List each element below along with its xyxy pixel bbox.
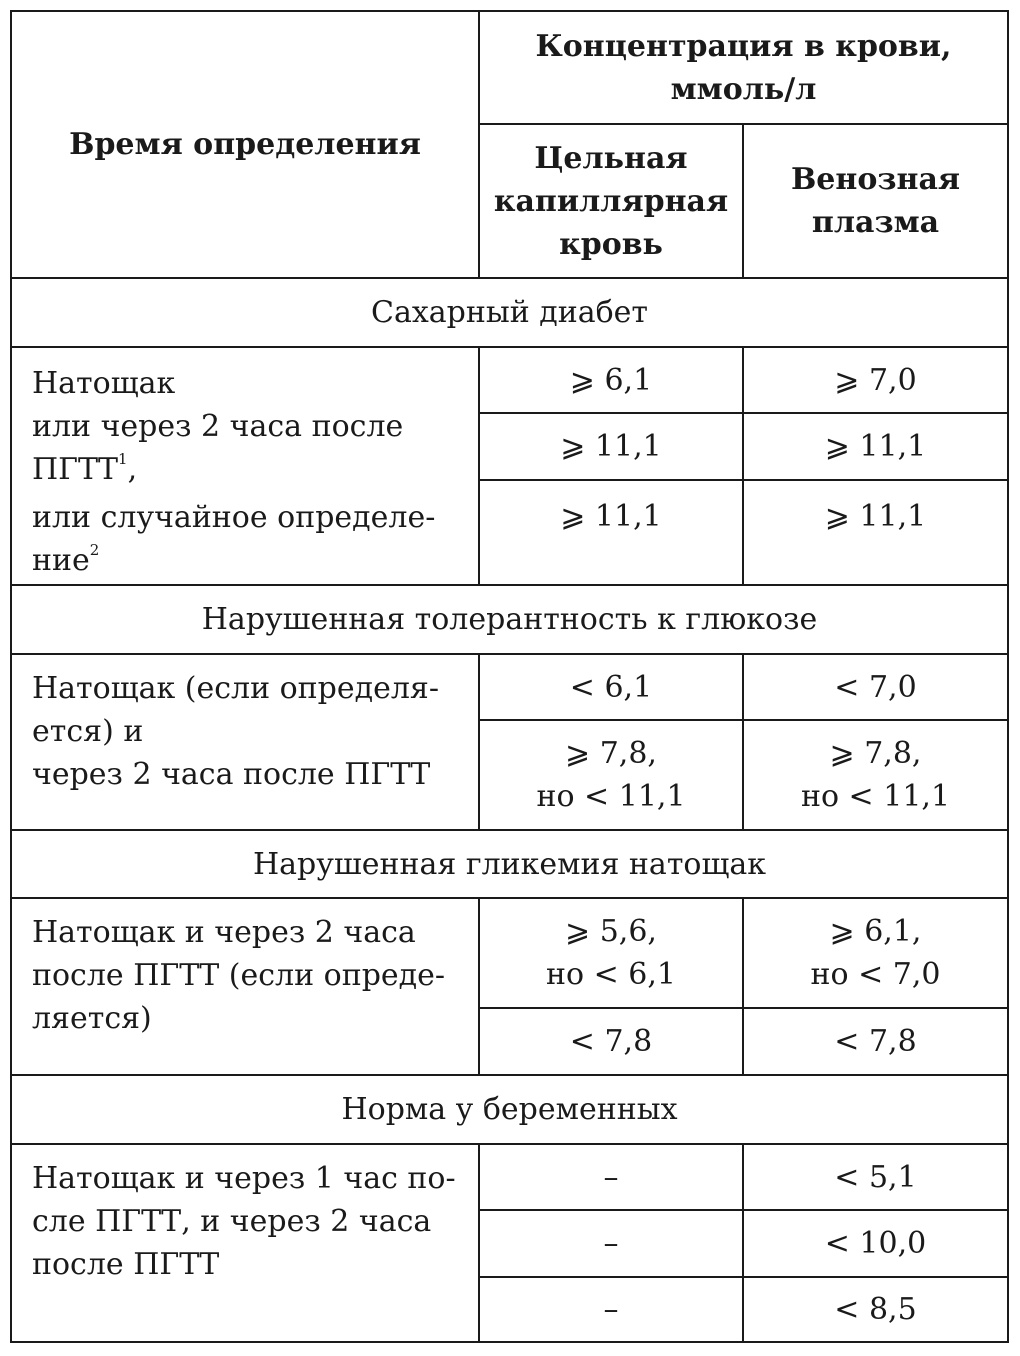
condition-line: Натощак и через 1 час по- [32,1161,456,1196]
capillary-value-text: ⩾ 6,1 [569,362,653,398]
capillary-value-text: ⩾ 11,1 [560,429,662,464]
venous-value [744,481,1007,551]
capillary-value-line: но < 11,1 [536,779,686,814]
condition-line: после ПГТТ (если опреде- [32,958,446,993]
section-title-text: Нарушенная толерантность к глюкозе [201,602,818,637]
footnote-marker: 2 [89,541,100,559]
capillary-value-text: – [603,1159,619,1195]
condition-line: ляется) [32,1001,152,1036]
condition-cell [12,655,478,829]
condition-line: сле ПГТТ, и через 2 часа [32,1204,432,1239]
condition-line: Натощак (если определя- [32,671,439,706]
condition-cell [12,1145,478,1341]
condition-line: или случайное определе- [32,500,436,535]
header-concentration [480,12,1007,123]
header-capillary-line: Цельная [534,140,688,176]
venous-value [744,1278,1007,1341]
header-capillary-line: капиллярная [493,183,729,219]
condition-line: после ПГТТ [32,1247,220,1282]
section-title-text: Нарушенная гликемия натощак [252,846,767,882]
capillary-value [480,1278,742,1341]
capillary-value-text: < 7,8 [569,1024,653,1059]
venous-value-text: ⩾ 11,1 [824,498,927,534]
venous-value [744,1009,1007,1074]
condition-line: ется) и [32,714,144,749]
venous-value [744,721,1007,829]
venous-value-text: ⩾ 11,1 [824,429,927,464]
venous-value [744,655,1007,719]
header-time-label: Время определения [69,127,421,162]
venous-value-line: но < 11,1 [800,779,951,814]
header-time [12,12,478,277]
footnote-marker: 1 [118,450,128,468]
venous-value [744,1211,1007,1276]
section-title [12,831,1007,897]
venous-value-text: < 5,1 [834,1159,917,1195]
venous-value [744,1145,1007,1209]
capillary-value-text: < 6,1 [569,669,653,705]
capillary-value [480,414,742,479]
header-venous-line: плазма [811,205,940,240]
capillary-value [480,1145,742,1209]
condition-line [32,448,137,496]
condition-line [32,539,99,587]
capillary-value [480,1009,742,1074]
section-title [12,279,1007,346]
condition-text: ние [32,543,90,578]
section-title-text: Норма у беременных [341,1092,678,1127]
section-title [12,586,1007,653]
capillary-value [480,721,742,829]
capillary-value [480,1211,742,1276]
venous-value [744,899,1007,1007]
capillary-value [480,655,742,719]
condition-line: или через 2 часа после [32,409,404,444]
condition-line: через 2 часа после ПГТТ [32,757,431,792]
capillary-value-line: ⩾ 5,6, [565,914,657,949]
table-border-bottom [10,1341,1009,1343]
venous-value-text: < 7,8 [834,1024,917,1059]
capillary-value [480,481,742,551]
capillary-value-line: но < 6,1 [546,957,676,992]
venous-value-line: ⩾ 7,8, [829,736,922,771]
venous-value-text: < 10,0 [824,1226,927,1261]
venous-value [744,414,1007,479]
venous-value [744,348,1007,412]
header-capillary [480,125,742,277]
venous-value-line: ⩾ 6,1, [829,914,922,949]
condition-text: ПГТТ [32,452,119,487]
venous-value-line: но < 7,0 [810,957,941,992]
venous-value-text: < 8,5 [834,1292,917,1327]
header-concentration-line: ммоль/л [670,71,817,107]
condition-line: Натощак и через 2 часа [32,915,416,950]
condition-cell [12,348,478,584]
section-title [12,1076,1007,1143]
capillary-value-text: – [603,1292,619,1327]
condition-cell [12,899,478,1074]
condition-text: , [127,452,138,487]
capillary-value-line: ⩾ 7,8, [565,736,657,771]
capillary-value-text: ⩾ 11,1 [560,498,662,534]
capillary-value-text: – [603,1226,619,1261]
header-venous [744,125,1007,277]
table-border-right [1007,10,1009,1343]
venous-value-text: < 7,0 [834,669,917,705]
header-concentration-line: Концентрация в крови, [535,28,952,64]
capillary-value [480,348,742,412]
section-title-text: Сахарный диабет [370,295,649,330]
capillary-value [480,899,742,1007]
venous-value-text: ⩾ 7,0 [834,362,917,398]
header-venous-line: Венозная [790,162,961,197]
condition-line: Натощак [32,366,176,401]
header-capillary-line: кровь [559,226,663,262]
